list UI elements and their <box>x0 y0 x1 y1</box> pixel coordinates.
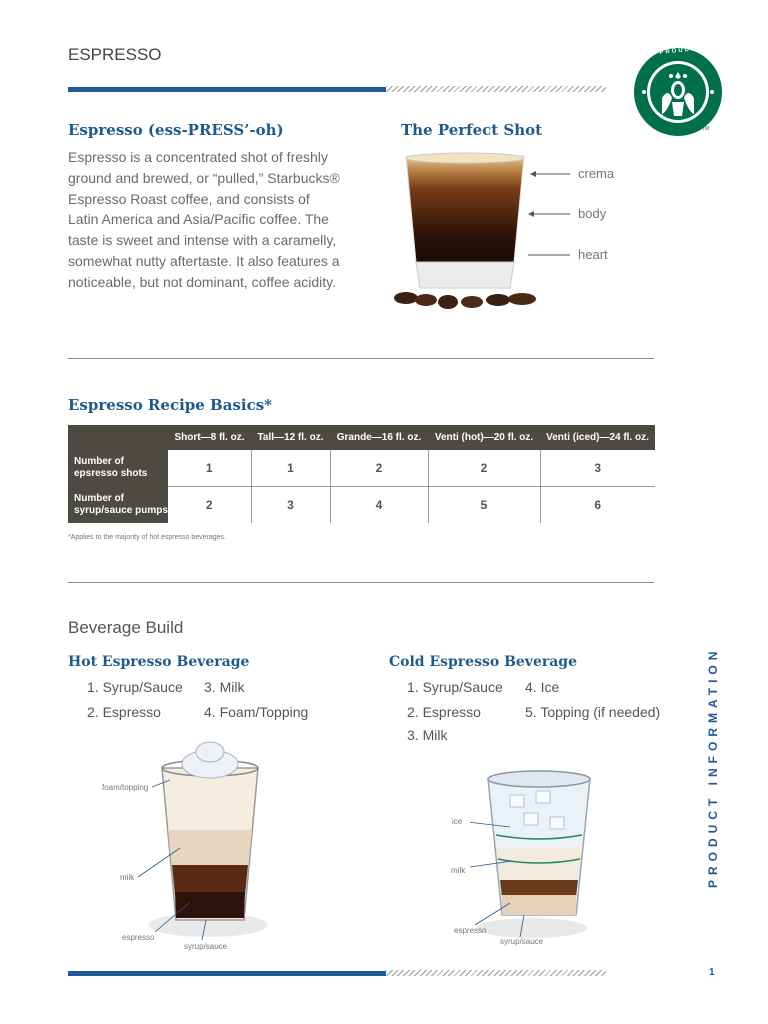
header-hatch-bar <box>386 86 606 92</box>
espresso-shot-illustration <box>386 150 546 315</box>
intro-line: ground and brewed, or “pulled,” Starbucks® <box>68 169 340 186</box>
recipe-table <box>68 425 655 523</box>
cold-step: 3. Milk <box>407 727 448 743</box>
shot-arrows <box>528 166 572 266</box>
table-cell: 2 <box>428 450 540 487</box>
row-label: Number of epsresso shots <box>68 450 168 487</box>
table-corner <box>68 425 168 450</box>
intro-line: Espresso Roast coffee, and consists of <box>68 190 310 207</box>
cold-step: 1. Syrup/Sauce <box>407 679 503 695</box>
intro-line: Espresso is a concentrated shot of freshly <box>68 149 328 165</box>
intro-paragraph <box>68 147 368 293</box>
table-cell: 2 <box>168 487 251 524</box>
side-label: PRODUCT INFORMATION <box>706 646 720 888</box>
divider <box>68 358 654 359</box>
body-label: body <box>578 206 607 221</box>
table-cell: 6 <box>594 498 602 512</box>
cold-ice-label: ice <box>452 817 463 826</box>
cold-milk-label: milk <box>451 866 466 875</box>
divider <box>68 582 654 583</box>
cold-step: 2. Espresso <box>407 704 481 720</box>
table-row <box>68 487 655 524</box>
intro-line: Latin America and Asia/Pacific coffee. The <box>68 211 329 228</box>
starbucks-logo <box>632 42 736 138</box>
cold-beverage-illustration <box>470 765 600 945</box>
hot-espresso-label: espresso <box>122 933 155 942</box>
hot-beverage-illustration <box>130 740 280 945</box>
hot-step: 3. Milk <box>204 679 245 695</box>
cold-step: 5. Topping (if needed) <box>525 704 661 720</box>
cold-step: 4. Ice <box>525 679 560 695</box>
intro-line: taste is sweet and intense with a caramelly, <box>68 232 337 249</box>
cold-syrup-label: syrup/sauce <box>500 937 544 946</box>
hot-step: 1. Syrup/Sauce <box>87 679 183 695</box>
table-cell: 1 <box>168 450 251 487</box>
hot-step: 4. Foam/Topping <box>204 704 309 720</box>
row-label: Number of syrup/sauce pumps <box>68 487 168 524</box>
column-header: Venti (hot)—20 fl. oz. <box>428 425 540 450</box>
header-accent-bar <box>68 87 386 92</box>
recipe-heading: Espresso Recipe Basics* <box>68 396 272 414</box>
table-cell: 5 <box>428 487 540 524</box>
logo-ring-text: WE PROUDLY SERVE <box>641 42 736 58</box>
footer-hatch-bar <box>386 970 606 976</box>
intro-heading: Espresso (ess-PRESS’-oh) <box>68 121 284 139</box>
build-title: Beverage Build <box>68 618 184 637</box>
column-header: Venti (iced)—24 fl. oz. <box>540 425 655 450</box>
table-cell: 3 <box>540 450 655 487</box>
recipe-footnote: *Applies to the majority of hot espresso beverages. <box>68 534 226 541</box>
cold-espresso-label: espresso <box>454 926 487 935</box>
table-cell: 1 <box>251 450 330 487</box>
intro-line: noticeable, but not dominant, coffee acidity. <box>68 273 336 290</box>
table-cell: 2 <box>330 450 428 487</box>
column-header: Grande—16 fl. oz. <box>330 425 428 450</box>
page-number: 1 <box>709 967 715 978</box>
cold-heading: Cold Espresso Beverage <box>389 654 577 670</box>
table-row <box>68 450 655 487</box>
column-header: Short—8 fl. oz. <box>168 425 251 450</box>
logo-tm: TM <box>702 126 710 132</box>
hot-heading: Hot Espresso Beverage <box>68 654 250 670</box>
perfect-shot-heading: The Perfect Shot <box>401 121 543 139</box>
heart-label: heart <box>578 247 608 262</box>
page-title: ESPRESSO <box>68 45 162 64</box>
hot-milk-label: milk <box>120 873 135 882</box>
hot-foam-label: foam/topping <box>102 783 149 792</box>
hot-step: 2. Espresso <box>87 704 161 720</box>
footer-accent-bar <box>68 971 386 976</box>
hot-syrup-label: syrup/sauce <box>184 942 228 951</box>
table-cell: 3 <box>251 487 330 524</box>
table-cell: 4 <box>330 487 428 524</box>
column-header: Tall—12 fl. oz. <box>251 425 330 450</box>
crema-label: crema <box>578 166 615 181</box>
intro-line: somewhat nutty aftertaste. It also features a <box>68 252 340 269</box>
